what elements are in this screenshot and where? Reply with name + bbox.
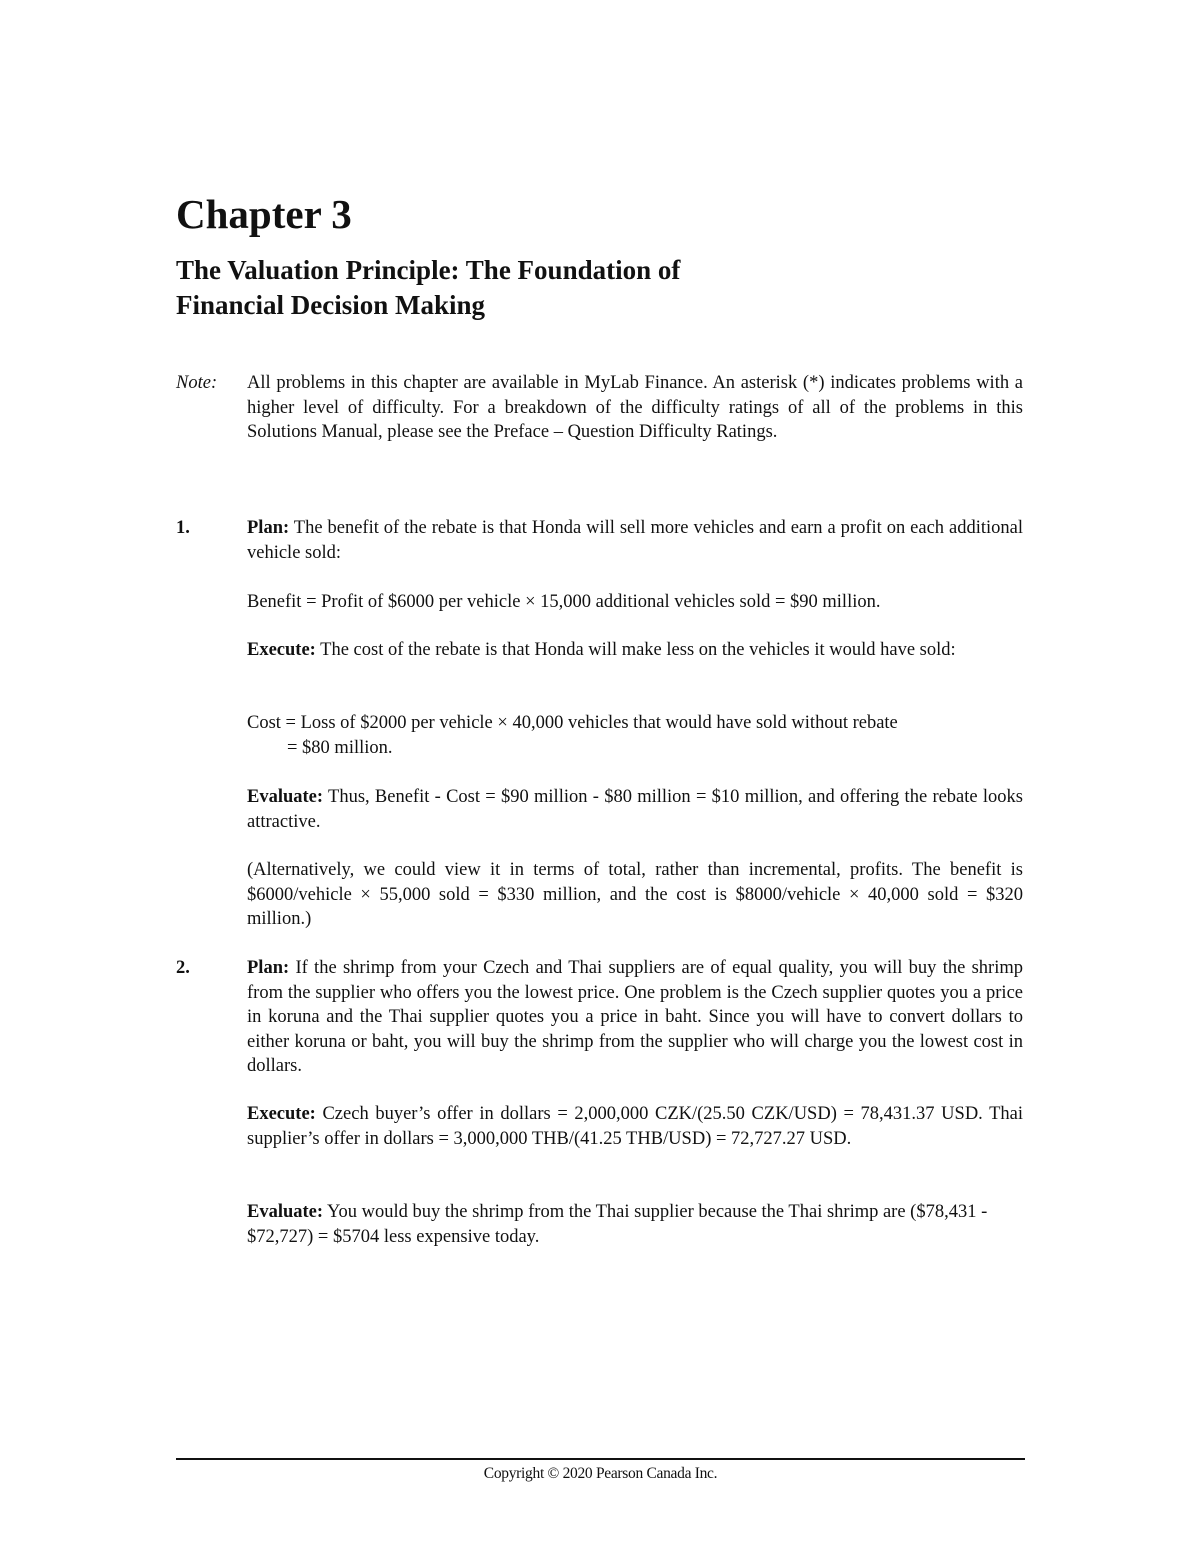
- problem-1-benefit-equation: Benefit = Profit of $6000 per vehicle × 15,000 additional vehicles sold = $90 million.: [247, 592, 881, 612]
- problem-2-execute: [247, 1102, 1023, 1151]
- problem-2-number: 2.: [176, 958, 190, 978]
- problem-1-number: 1.: [176, 518, 190, 538]
- execute-text: Czech buyer’s offer in dollars = 2,000,000 CZK/(25.50 CZK/USD) = 78,431.37 USD. Thai supplier’s offer in dollars = 3,000,000 THB/(41.25 THB/USD) = 72,727.27 USD.: [247, 1104, 1023, 1149]
- problem-1-cost-equation: [247, 711, 1023, 760]
- problem-1-evaluate: [247, 785, 1023, 834]
- plan-text: If the shrimp from your Czech and Thai suppliers are of equal quality, you will buy the shrimp from the supplier who offers you the lowest price. One problem is the Czech supplier quotes you a price in koruna and the Thai supplier quotes you a price in baht. Since you will have to convert dollars to either koruna or baht, you will buy the shrimp from the supplier who will charge you the lowest cost in dollars.: [247, 958, 1023, 1076]
- evaluate-label: Evaluate:: [247, 787, 324, 807]
- plan-label: Plan:: [247, 518, 290, 538]
- note-label: Note:: [176, 373, 218, 393]
- footer-divider: [176, 1458, 1025, 1460]
- evaluate-text: You would buy the shrimp from the Thai supplier because the Thai shrimp are ($78,431 - $72,727) = $5704 less expensive today.: [247, 1202, 988, 1247]
- note-text: All problems in this chapter are available in MyLab Finance. An asterisk (*) indicates problems with a higher level of difficulty. For a breakdown of the difficulty ratings of all of the problems in this Solutions Manual, please see the Preface – Question Difficulty Ratings.: [247, 373, 1023, 442]
- chapter-title-line1: The Valuation Principle: The Foundation of: [176, 255, 681, 285]
- footer-copyright: Copyright © 2020 Pearson Canada Inc.: [483, 1465, 718, 1482]
- plan-label: Plan:: [247, 958, 290, 978]
- execute-label: Execute:: [247, 1104, 316, 1124]
- problem-1-execute: [247, 638, 1023, 663]
- cost-line-2: = $80 million.: [287, 737, 393, 758]
- problem-2-evaluate: [247, 1200, 1023, 1249]
- execute-text: The cost of the rebate is that Honda will make less on the vehicles it would have sold:: [320, 640, 956, 660]
- execute-label: Execute:: [247, 640, 316, 660]
- cost-line-1: Cost = Loss of $2000 per vehicle × 40,000 vehicles that would have sold without rebate: [247, 713, 898, 733]
- chapter-heading: Chapter 3: [176, 191, 352, 237]
- chapter-title: [176, 253, 876, 323]
- chapter-title-line2: Financial Decision Making: [176, 290, 486, 320]
- problem-1-alternative: (Alternatively, we could view it in terms of total, rather than incremental, profits. The benefit is $6000/vehicle × 55,000 sold = $330 million, and the cost is $8000/vehicle × 40,000 sold = $320 million.): [247, 860, 1023, 929]
- problem-1-plan: [247, 516, 1023, 565]
- evaluate-text: Thus, Benefit - Cost = $90 million - $80 million = $10 million, and offering the rebate looks attractive.: [247, 787, 1023, 832]
- plan-text: The benefit of the rebate is that Honda will sell more vehicles and earn a profit on each additional vehicle sold:: [247, 518, 1023, 563]
- problem-2-plan: [247, 956, 1023, 1079]
- evaluate-label: Evaluate:: [247, 1202, 324, 1222]
